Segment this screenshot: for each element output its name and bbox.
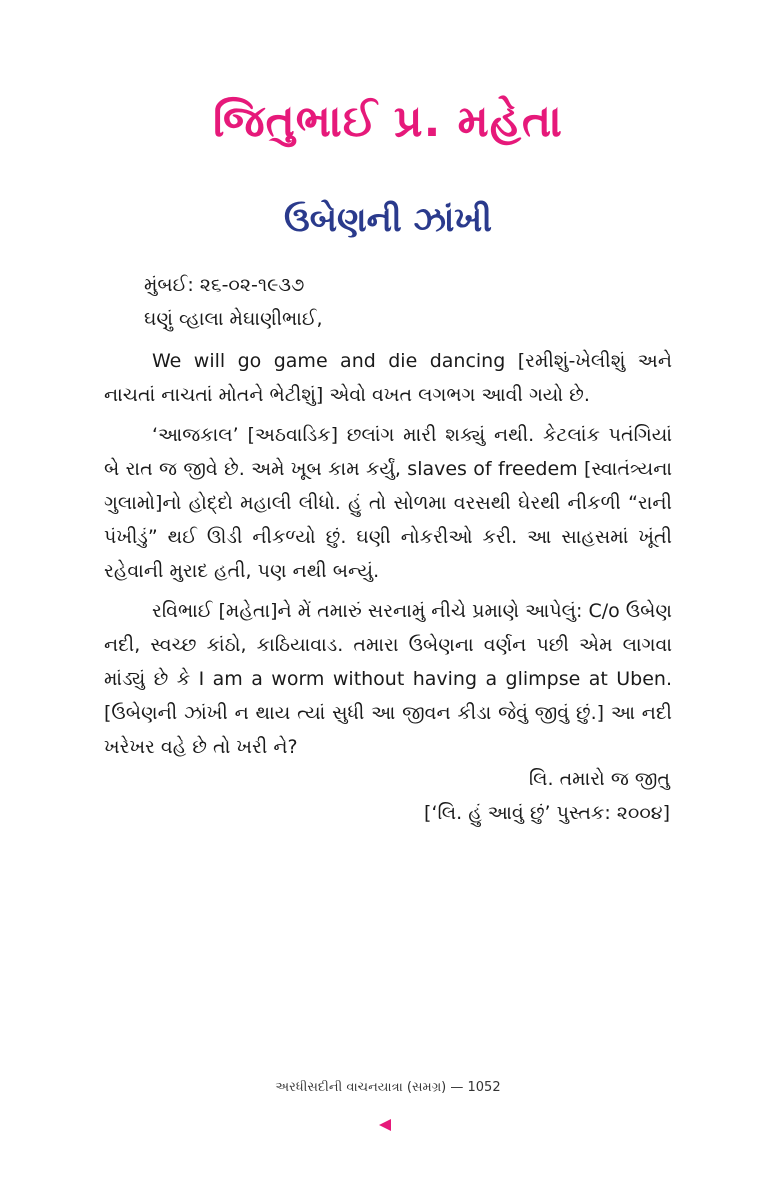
author-name: જિતુભાઈ પ્ર. મહેતા	[213, 96, 563, 147]
page-footer: અરધીસદીની વાચનયાત્રા (સમગ્ર) — 1052	[275, 1080, 501, 1095]
left-arrow-icon[interactable]	[379, 1119, 391, 1131]
letter-salutation: ઘણું વ્હાલા મેઘાણીભાઈ,	[144, 308, 323, 330]
letter-body	[104, 268, 672, 770]
letter-paragraph-1: We will go game and die dancing [રમીશું-ખેલીશું અને નાચતાં નાચતાં મોતને ભેટીશું] એવો વખત લગભગ આવી ગયો છે.	[104, 350, 672, 406]
letter-signature: લિ. તમારો જ જીતુ	[528, 768, 670, 790]
letter-paragraph-2: ‘આજકાલ’ [અઠવાડિક] છલાંગ મારી શક્યું નથી. કેટલાંક પતંગિયાં બે રાત જ જીવે છે. અમે ખૂબ કામ કર્યું, slaves of freedem [સ્વાતંત્ર્યના ગુલામો]નો હોદ્દો મહાલી લીધો. હું તો સોળમા વરસથી ઘેરથી નીકળી “રાની પંખીડું” થઈ ઊડી નીકળ્યો છું. ઘણી નોકરીઓ કરી. આ સાહસમાં ખૂંતી રહેવાની મુરાદ હતી, પણ નથી બન્યું.	[104, 424, 672, 582]
article-title: ઉબેણની ઝાંખી	[284, 200, 492, 240]
letter-date: મુંબઈ: ૨૬-૦૨-૧૯૩૭	[144, 274, 305, 296]
letter-paragraph-3: રવિભાઈ [મહેતા]ને મેં તમારું સરનામું નીચે પ્રમાણે આપેલું: C/o ઉબેણ નદી, સ્વચ્છ કાંઠો, કાઠિયાવાડ. તમારા ઉબેણના વર્ણન પછી એમ લાગવા માંડ્યું છે કે I am a worm without having a glimpse at Uben. [ઉબેણની ઝાંખી ન થાય ત્યાં સુધી આ જીવન કીડા જેવું જીવું છું.] આ નદી ખરેખર વહે છે તો ખરી ને?	[104, 600, 672, 758]
letter-signoff	[424, 762, 670, 830]
source-citation: [‘લિ. હું આવું છું’ પુસ્તક: ૨૦૦૪]	[424, 802, 670, 824]
